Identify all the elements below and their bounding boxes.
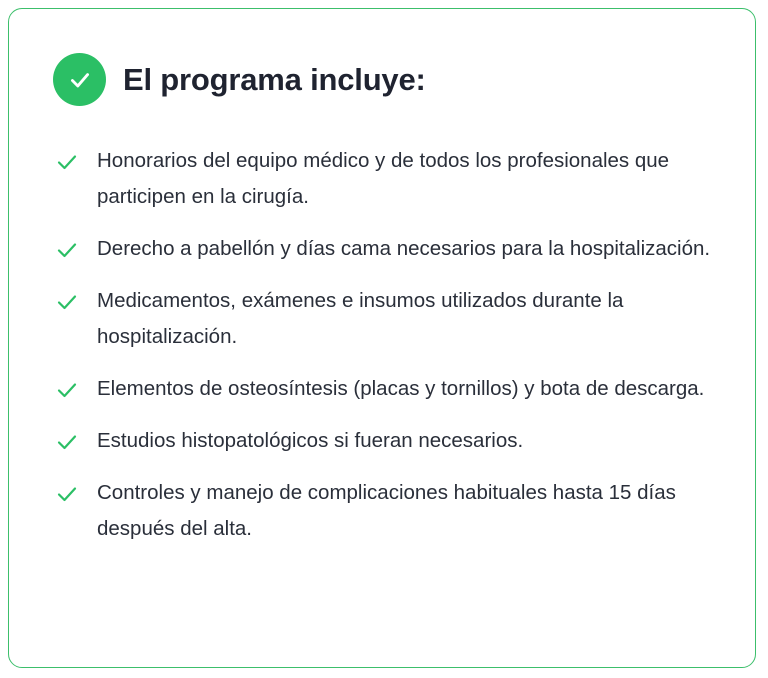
list-item: [53, 374, 733, 407]
list-item-text: Derecho a pabellón y días cama necesarios para la hospitalización.: [97, 237, 711, 260]
list-item: [53, 146, 733, 215]
list-item-text: Honorarios del equipo médico y de todos los profesionales que participen en la cirugía.: [97, 149, 670, 208]
card-title: El programa incluye:: [123, 61, 426, 97]
check-icon: [55, 430, 79, 454]
includes-list: [53, 146, 733, 566]
check-icon: [55, 290, 79, 314]
list-item: [53, 234, 733, 267]
includes-card: [8, 8, 756, 668]
check-icon: [55, 482, 79, 506]
list-item: [53, 478, 733, 547]
check-icon: [55, 378, 79, 402]
list-item-text: Controles y manejo de complicaciones habituales hasta 15 días después del alta.: [97, 481, 676, 540]
card-header: [53, 53, 426, 106]
list-item: [53, 426, 733, 459]
list-item: [53, 286, 733, 355]
list-item-text: Medicamentos, exámenes e insumos utilizados durante la hospitalización.: [97, 289, 624, 348]
list-item-text: Estudios histopatológicos si fueran necesarios.: [97, 429, 524, 452]
check-circle-icon: [53, 53, 106, 106]
check-icon: [55, 150, 79, 174]
list-item-text: Elementos de osteosíntesis (placas y tornillos) y bota de descarga.: [97, 377, 705, 400]
check-icon: [55, 238, 79, 262]
